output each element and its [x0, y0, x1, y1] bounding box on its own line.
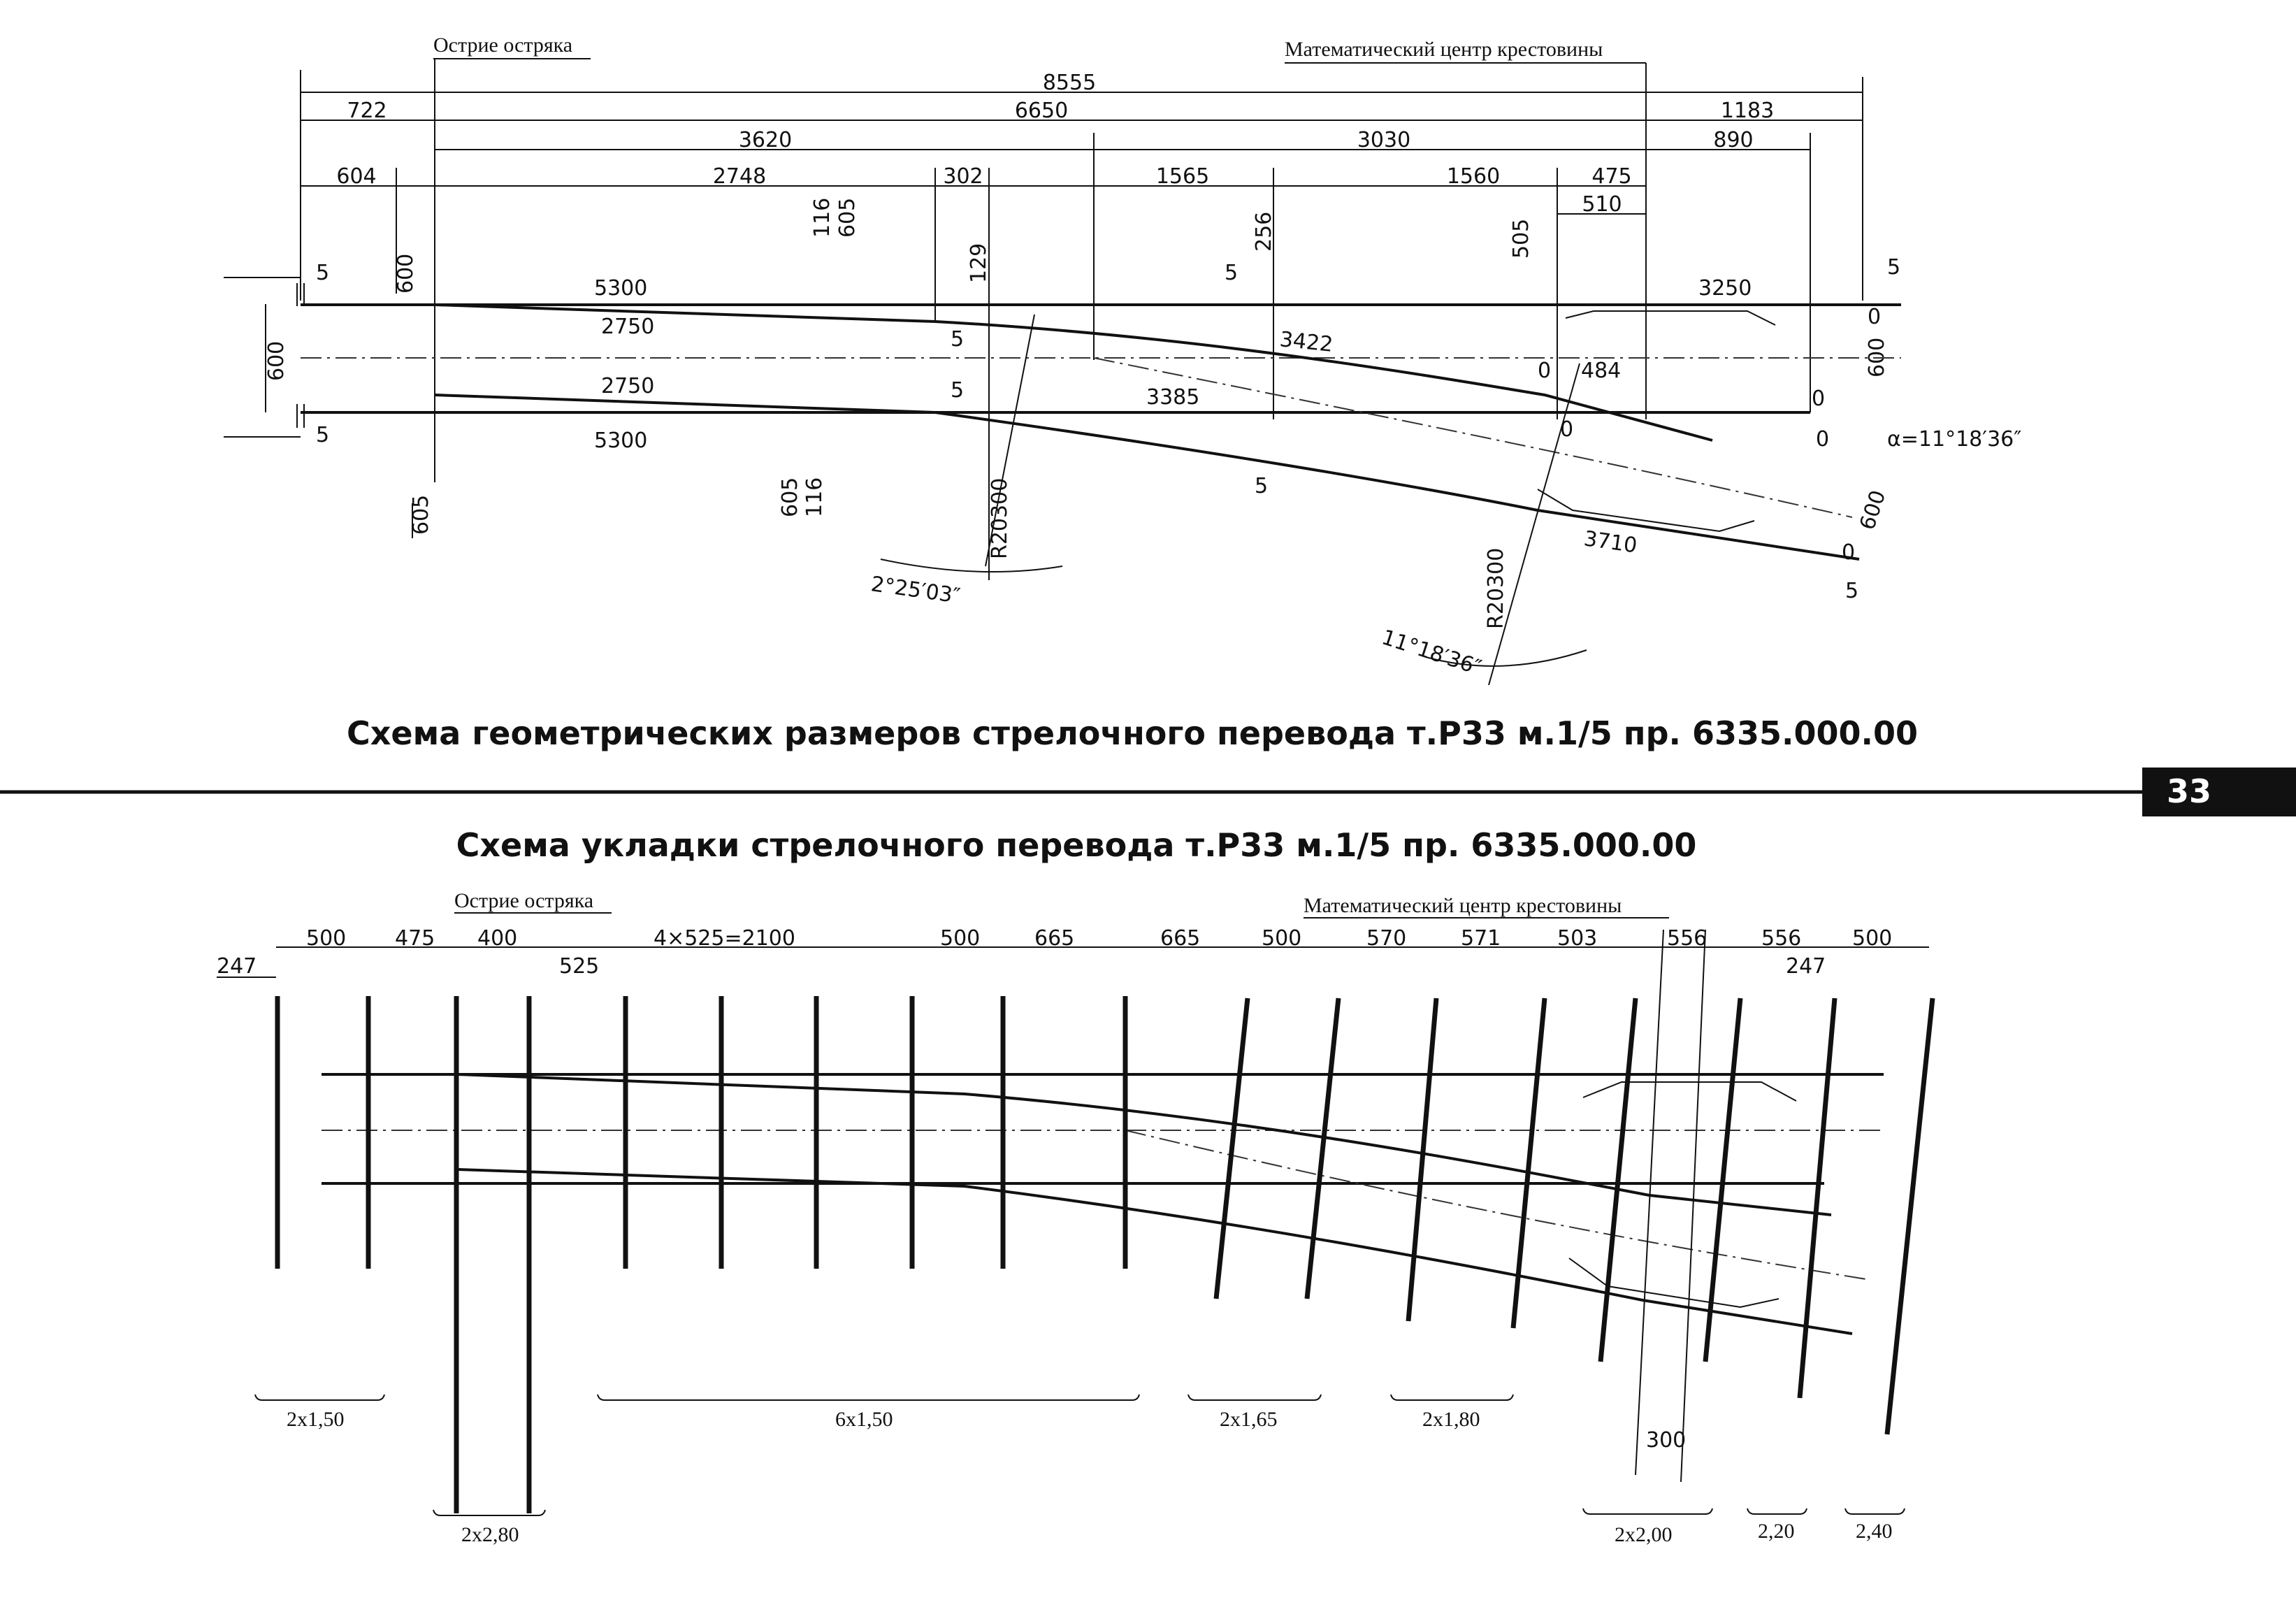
dim-0d: 0 — [1560, 417, 1574, 442]
dim-247b: 247 — [1786, 954, 1826, 979]
dim-3422: 3422 — [1278, 327, 1334, 357]
dim-503: 503 — [1557, 926, 1598, 951]
dim-556a: 556 — [1667, 926, 1707, 951]
layout-guard-bottom — [1569, 1258, 1779, 1307]
tie-group-4: 2х1,65 — [1220, 1408, 1278, 1431]
tie — [1216, 998, 1248, 1299]
bracket-g3 — [598, 1395, 1139, 1400]
dim-500c: 500 — [1262, 926, 1302, 951]
dim-510: 510 — [1582, 192, 1622, 217]
bracket-g1 — [255, 1395, 384, 1400]
dim-475: 475 — [1591, 164, 1632, 189]
curved-rail-bottom — [435, 395, 1859, 559]
dim-256: 256 — [1252, 211, 1276, 252]
tie-group-6: 2х2,00 — [1615, 1523, 1673, 1546]
dim-5300a: 5300 — [594, 276, 648, 301]
dim-302: 302 — [943, 164, 983, 189]
dim-525: 525 — [559, 954, 600, 979]
page-number: 33 — [2167, 772, 2212, 810]
tie-group-5: 2х1,80 — [1422, 1408, 1480, 1431]
dim-5b: 5 — [1225, 261, 1239, 285]
dim-3030: 3030 — [1357, 128, 1411, 152]
dim-500a: 500 — [306, 926, 347, 951]
ext-line-300a — [1636, 930, 1663, 1475]
dim-4x525: 4×525=2100 — [654, 926, 795, 951]
frog-center-label: Математический центр крестовины — [1285, 38, 1603, 61]
dim-600c: 600 — [264, 340, 289, 381]
tie — [1601, 998, 1636, 1362]
tie-group-3: 6х1,50 — [835, 1408, 893, 1431]
tie-group-7: 2,20 — [1758, 1520, 1795, 1543]
bracket-g8 — [1845, 1508, 1905, 1514]
dim-570: 570 — [1366, 926, 1407, 951]
angle-label-1: 2°25′03″ — [869, 572, 962, 609]
dim-0a: 0 — [1868, 305, 1882, 329]
dim-1565: 1565 — [1155, 164, 1210, 189]
tie — [1705, 998, 1740, 1362]
dim-116b: 116 — [802, 477, 827, 517]
dim-5c: 5 — [1887, 255, 1901, 280]
dim-722: 722 — [347, 99, 387, 123]
dim-605a: 605 — [835, 197, 860, 238]
dim-0c: 0 — [1812, 387, 1826, 411]
radius-label-1: R20300 — [988, 477, 1012, 559]
angle-label-2: 11°18′36″ — [1378, 625, 1485, 681]
layout-diagram — [217, 889, 1933, 1546]
tie-group-1: 2х1,50 — [287, 1408, 345, 1431]
dim-605c: 605 — [409, 494, 433, 535]
dim-665a: 665 — [1034, 926, 1075, 951]
tie — [1307, 998, 1338, 1299]
layout-guard-top — [1583, 1082, 1796, 1101]
dim-5d: 5 — [951, 327, 965, 352]
dim-400: 400 — [477, 926, 518, 951]
dim-665b: 665 — [1160, 926, 1201, 951]
dim-116a: 116 — [810, 197, 835, 238]
dim-5300b: 5300 — [594, 428, 648, 453]
dim-500d: 500 — [1852, 926, 1893, 951]
dim-247a: 247 — [217, 954, 257, 979]
dim-2750b: 2750 — [601, 374, 655, 398]
dim-total: 8555 — [1042, 71, 1097, 95]
radius-label-2: R20300 — [1484, 547, 1508, 629]
ext-line-300b — [1681, 930, 1705, 1482]
dim-0e: 0 — [1816, 427, 1830, 452]
dim-5e: 5 — [951, 378, 965, 403]
dim-3250: 3250 — [1698, 276, 1752, 301]
dim-5a: 5 — [316, 261, 330, 285]
dim-500b: 500 — [940, 926, 981, 951]
dim-600d: 600 — [1855, 487, 1891, 533]
tie-group-8: 2,40 — [1856, 1520, 1893, 1543]
dim-129: 129 — [967, 243, 991, 283]
tie — [1800, 998, 1835, 1398]
layout-diverging-axis — [1125, 1130, 1866, 1279]
page-number-tab — [2142, 768, 2296, 816]
tie — [1408, 998, 1436, 1321]
dim-3385: 3385 — [1146, 385, 1200, 410]
dim-5f: 5 — [316, 423, 330, 447]
geometry-diagram — [224, 34, 2021, 685]
bracket-g6 — [1583, 1508, 1712, 1514]
dim-2750a: 2750 — [601, 315, 655, 339]
dim-2748: 2748 — [712, 164, 767, 189]
dim-1560: 1560 — [1446, 164, 1501, 189]
layout-title: Схема укладки стрелочного перевода т.Р33 м.1/5 пр. 6335.000.00 — [456, 826, 1697, 864]
switch-point-label: Острие остряка — [433, 34, 573, 57]
dim-5h: 5 — [1845, 579, 1859, 603]
dim-6650: 6650 — [1014, 99, 1069, 123]
geometry-title: Схема геометрических размеров стрелочного перевода т.Р33 м.1/5 пр. 6335.000.00 — [346, 714, 1919, 752]
bracket-g7 — [1747, 1508, 1807, 1514]
dim-556b: 556 — [1761, 926, 1802, 951]
dim-600a: 600 — [394, 253, 418, 294]
bracket-g5 — [1391, 1395, 1513, 1400]
dim-604: 604 — [336, 164, 377, 189]
angle-arc-1 — [881, 559, 1062, 572]
guard-rail-bottom — [1538, 489, 1754, 531]
switch-point-label-2: Острие остряка — [454, 889, 594, 912]
frog-center-label-2: Математический центр крестовины — [1304, 894, 1622, 917]
dim-475: 475 — [395, 926, 435, 951]
tie-group-2: 2х2,80 — [461, 1523, 519, 1546]
dim-605b: 605 — [778, 477, 802, 517]
dim-0f: 0 — [1842, 540, 1856, 565]
dim-5g: 5 — [1255, 474, 1269, 498]
dim-0b: 0 — [1538, 359, 1552, 383]
dim-484: 484 — [1581, 359, 1622, 383]
dim-3620: 3620 — [738, 128, 793, 152]
dim-890: 890 — [1713, 128, 1754, 152]
dim-571: 571 — [1461, 926, 1501, 951]
dim-505: 505 — [1509, 218, 1533, 259]
dim-600b: 600 — [1865, 337, 1889, 377]
angle-alpha: α=11°18′36″ — [1887, 427, 2022, 452]
dim-1183: 1183 — [1720, 99, 1775, 123]
dim-300: 300 — [1646, 1428, 1687, 1453]
dim-3710: 3710 — [1582, 526, 1639, 559]
tie — [1887, 998, 1933, 1434]
bracket-g4 — [1188, 1395, 1321, 1400]
guard-rail-top — [1566, 311, 1775, 325]
